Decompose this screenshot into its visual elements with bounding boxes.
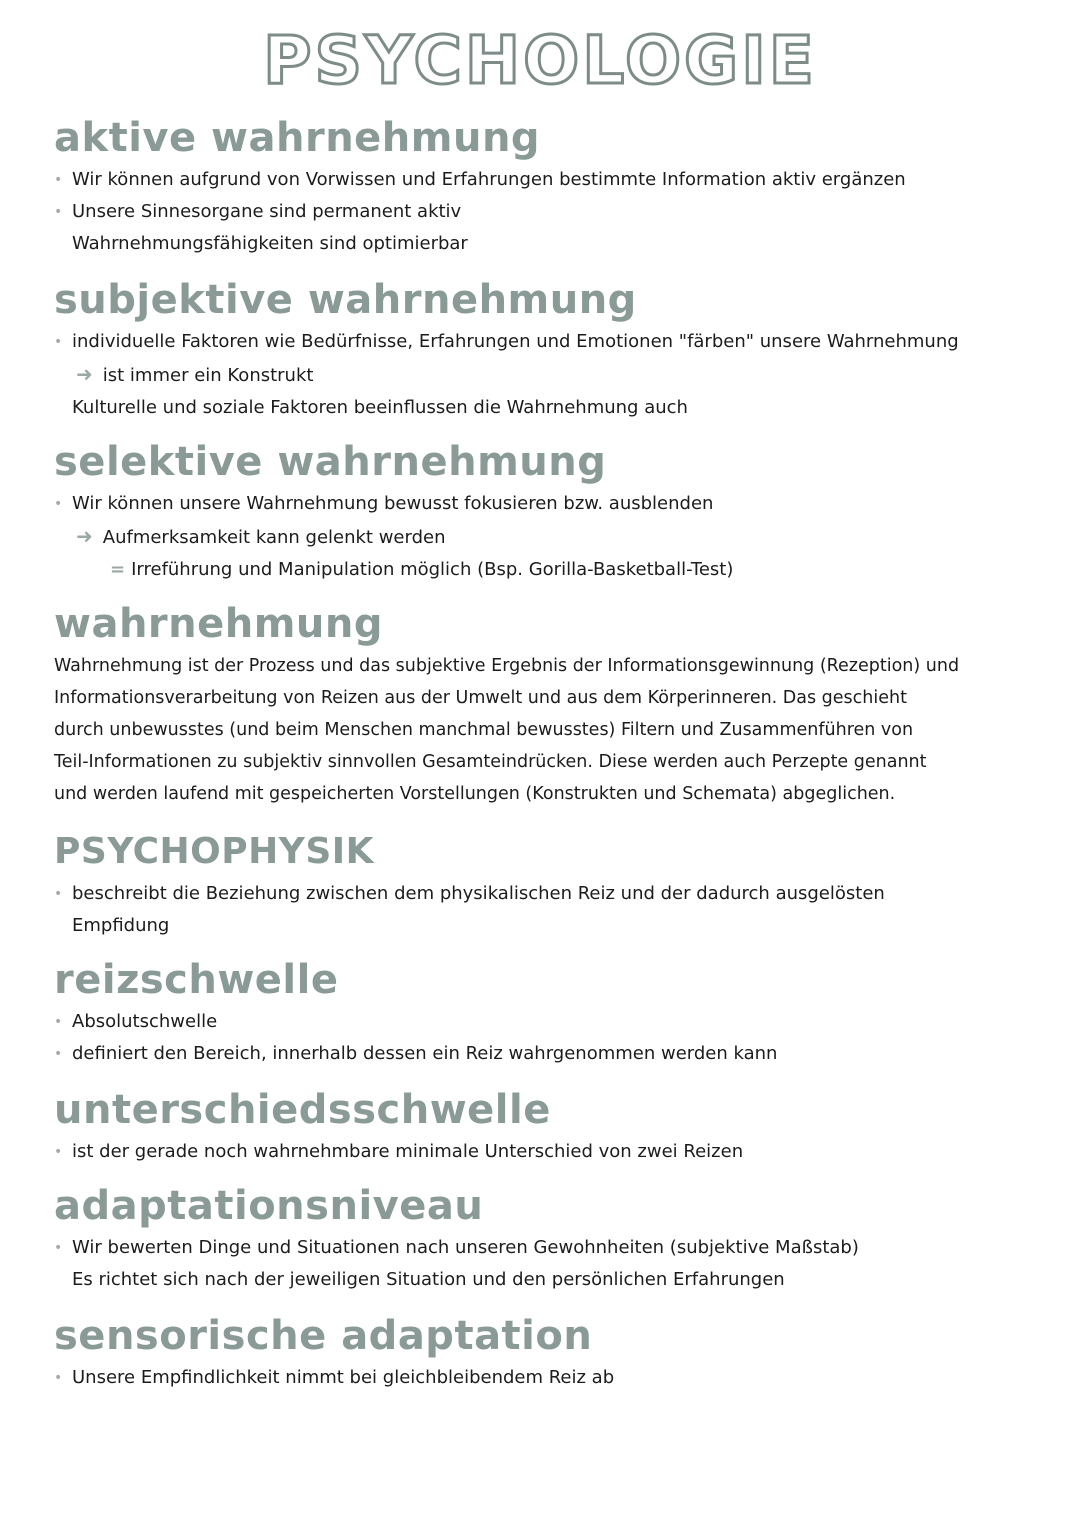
text-line: Teil-Informationen zu subjektiv sinnvollen Gesamteindrücken. Diese werden auch Perzepte genannt — [54, 752, 927, 772]
bullet-item: • Wir bewerten Dinge und Situationen nach unseren Gewohnheiten (subjektive Maßstab) — [54, 1232, 1040, 1264]
section-heading: wahrnehmung — [54, 601, 383, 647]
bullet-item: • ist der gerade noch wahrnehmbare minimale Unterschied von zwei Reizen — [54, 1136, 1040, 1168]
text-line: Informationsverarbeitung von Reizen aus der Umwelt und aus dem Körperinneren. Das geschieht — [54, 688, 907, 708]
page-title: PSYCHOLOGIE — [263, 22, 817, 99]
bullet-item: • individuelle Faktoren wie Bedürfnisse, Erfahrungen und Emotionen "färben" unsere Wahrnehmung — [54, 326, 1040, 358]
bullet-item: • Wir können aufgrund von Vorwissen und Erfahrungen bestimmte Information aktiv ergänzen — [54, 164, 1040, 196]
section-heading: sensorische adaptation — [54, 1313, 593, 1359]
section-psychophysik — [54, 826, 1040, 942]
right-arrow-icon: ➜ — [76, 524, 93, 548]
bullet-item: • Unsere Empfindlichkeit nimmt bei gleichbleibendem Reiz ab — [54, 1362, 1040, 1394]
section-reizschwelle — [54, 954, 1040, 1070]
section-heading: adaptationsniveau — [54, 1183, 484, 1229]
bullet-item: • Unsere Sinnesorgane sind permanent aktiv — [54, 196, 1040, 228]
section-heading: aktive wahrnehmung — [54, 115, 541, 161]
right-arrow-icon: ➜ — [76, 362, 93, 386]
text-line: Wahrnehmung ist der Prozess und das subjektive Ergebnis der Informationsgewinnung (Rezeption) und — [54, 656, 960, 676]
text-line: Empfidung — [72, 915, 170, 936]
section-adaptationsniveau — [54, 1180, 1040, 1296]
text-line: durch unbewusstes (und beim Menschen manchmal bewusstes) Filtern und Zusammenführen von — [54, 720, 914, 740]
bullet-item: • Wir können unsere Wahrnehmung bewusst fokusieren bzw. ausblenden — [54, 488, 1040, 520]
text-line: Wahrnehmungsfähigkeiten sind optimierbar — [72, 233, 468, 254]
text-line: Es richtet sich nach der jeweiligen Situation und den persönlichen Erfahrungen — [72, 1269, 785, 1290]
section-sensorische-adaptation — [54, 1310, 1040, 1394]
equals-icon: = — [110, 559, 126, 580]
section-aktive-wahrnehmung — [54, 112, 1040, 260]
bullet-item: • beschreibt die Beziehung zwischen dem physikalischen Reiz und der dadurch ausgelösten — [54, 878, 1040, 910]
arrow-item: ➜ Aufmerksamkeit kann gelenkt werden — [54, 520, 1040, 554]
bullet-item: • Absolutschwelle — [54, 1006, 1040, 1038]
bullet-item: • definiert den Bereich, innerhalb dessen ein Reiz wahrgenommen werden kann — [54, 1038, 1040, 1070]
section-heading: selektive wahrnehmung — [54, 439, 607, 485]
section-wahrnehmung — [54, 598, 1040, 810]
section-selektive-wahrnehmung — [54, 436, 1040, 586]
arrow-item: ➜ ist immer ein Konstrukt — [54, 358, 1040, 392]
section-subjektive-wahrnehmung — [54, 274, 1040, 424]
section-heading: unterschiedsschwelle — [54, 1087, 551, 1133]
text-line: Kulturelle und soziale Faktoren beeinflussen die Wahrnehmung auch — [72, 397, 688, 418]
section-unterschiedsschwelle — [54, 1084, 1040, 1168]
text-line: und werden laufend mit gespeicherten Vorstellungen (Konstrukten und Schemata) abgeglichen. — [54, 784, 896, 804]
section-heading: subjektive wahrnehmung — [54, 277, 637, 323]
section-heading: PSYCHOPHYSIK — [54, 831, 375, 872]
equals-item: = Irreführung und Manipulation möglich (Bsp. Gorilla-Basketball-Test) — [54, 554, 1040, 586]
section-heading: reizschwelle — [54, 957, 339, 1003]
